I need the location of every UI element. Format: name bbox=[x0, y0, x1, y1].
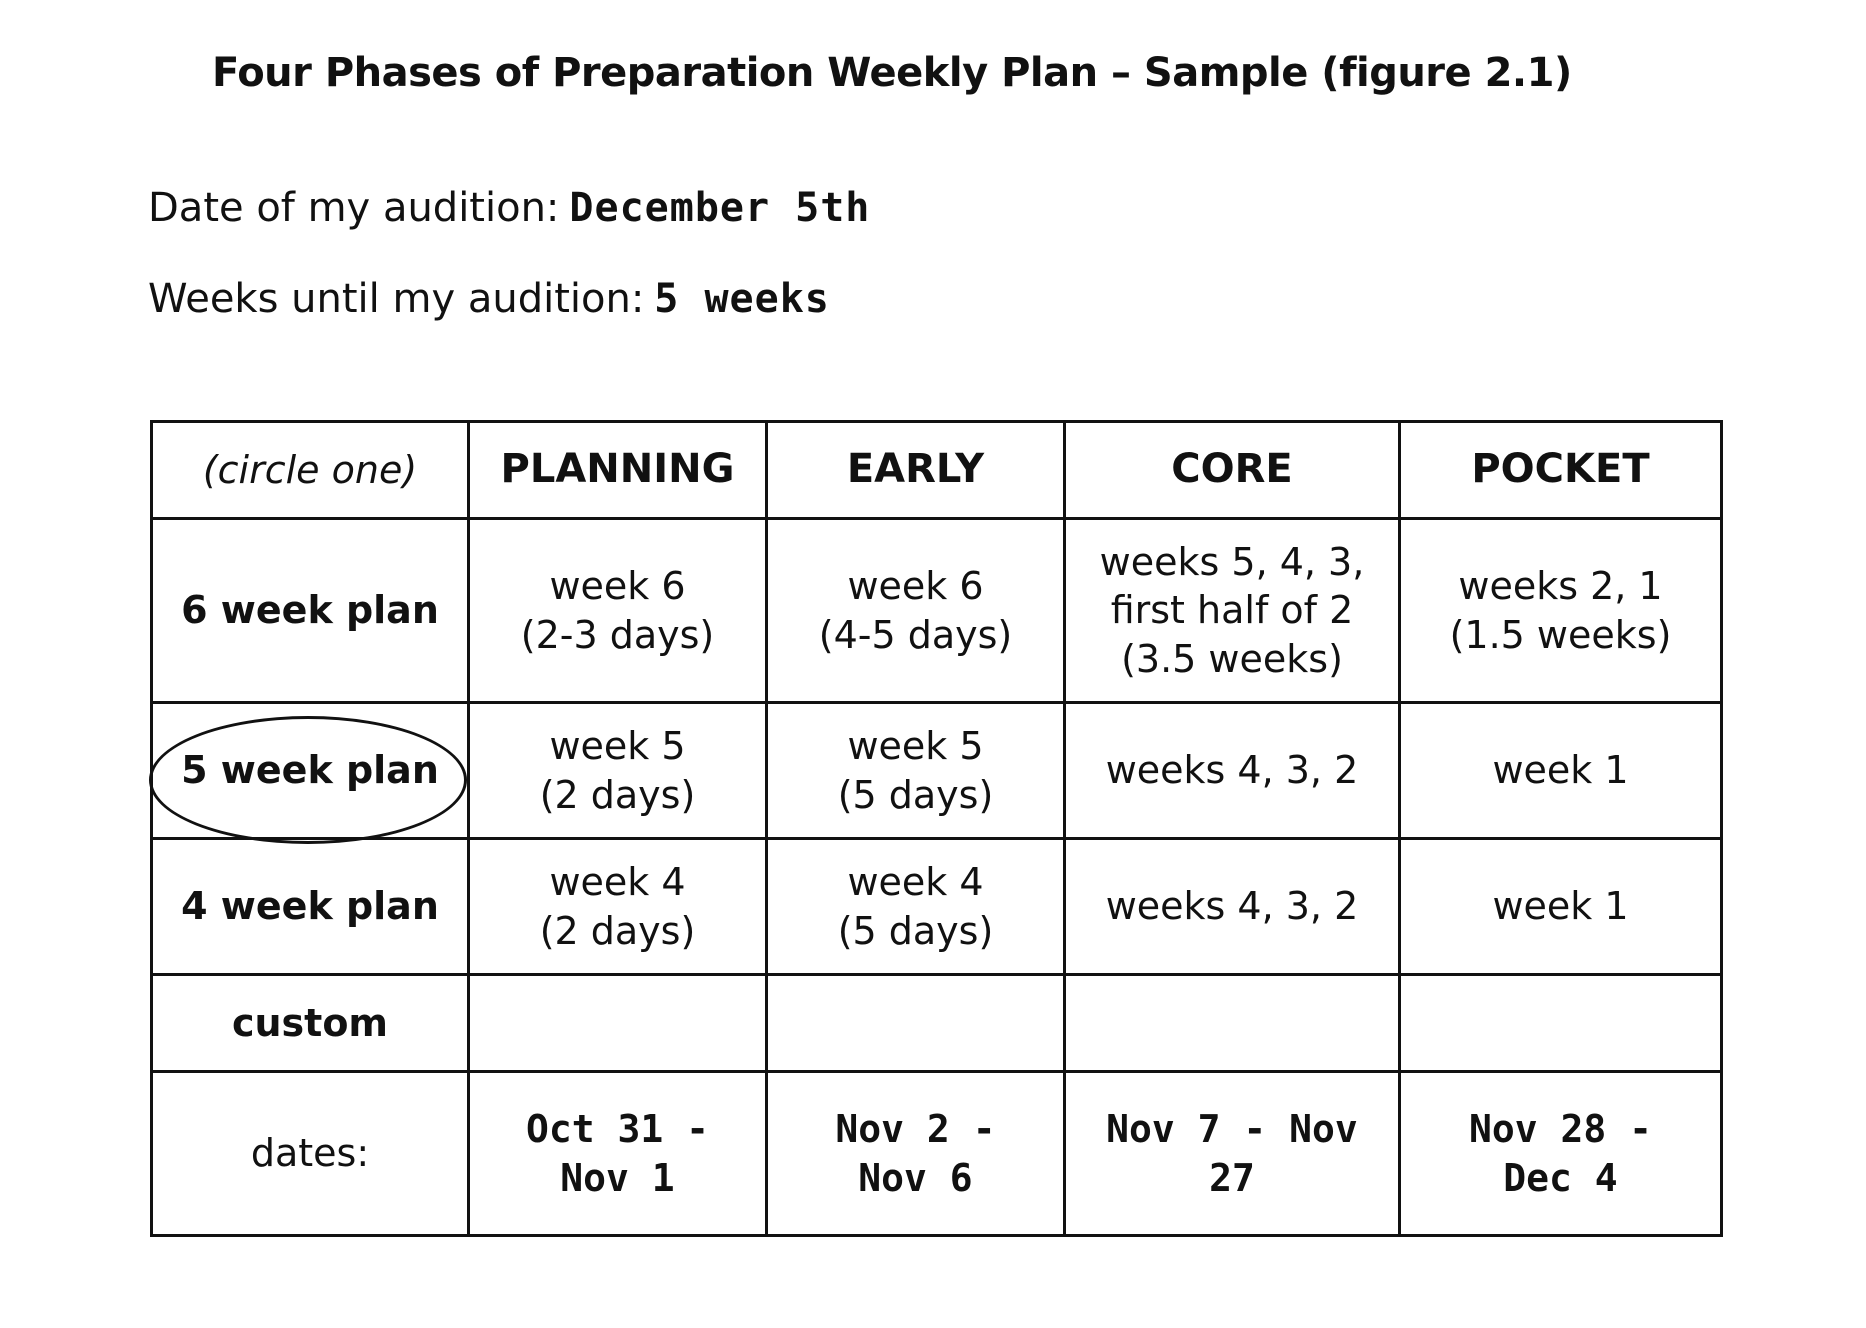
cell-line: week 4 bbox=[549, 859, 686, 904]
header-pocket: POCKET bbox=[1400, 422, 1722, 519]
cell-line: weeks 2, 1 bbox=[1458, 563, 1663, 608]
header-early: EARLY bbox=[767, 422, 1065, 519]
phase-plan-table bbox=[150, 420, 1723, 1237]
page-title: Four Phases of Preparation Weekly Plan – Sample (figure 2.1) bbox=[212, 50, 1572, 96]
plan-label-text: custom bbox=[231, 1000, 389, 1045]
date-line: Nov 6 bbox=[858, 1155, 973, 1200]
plan-row-label bbox=[152, 703, 469, 839]
circle-one-instruction: (circle one) bbox=[152, 422, 469, 519]
weeks-until-value: 5 weeks bbox=[654, 276, 830, 322]
dates-core bbox=[1065, 1072, 1400, 1236]
cell-line: (4-5 days) bbox=[818, 612, 1013, 657]
weeks-until-field bbox=[148, 276, 830, 322]
cell-planning bbox=[469, 703, 767, 839]
cell-core bbox=[1065, 839, 1400, 975]
plan-label-text: 4 week plan bbox=[181, 884, 439, 929]
cell-core bbox=[1065, 519, 1400, 703]
cell-line: week 1 bbox=[1492, 748, 1629, 793]
header-planning: PLANNING bbox=[469, 422, 767, 519]
cell-pocket bbox=[1400, 703, 1722, 839]
cell-line: (2 days) bbox=[539, 772, 696, 817]
cell-early bbox=[767, 703, 1065, 839]
cell-line: (2-3 days) bbox=[520, 612, 715, 657]
dates-row bbox=[152, 1072, 1722, 1236]
cell-pocket bbox=[1400, 519, 1722, 703]
cell-line: weeks 4, 3, 2 bbox=[1105, 884, 1359, 929]
cell-core bbox=[1065, 703, 1400, 839]
cell-line: (3.5 weeks) bbox=[1121, 636, 1343, 681]
plan-row-label bbox=[152, 519, 469, 703]
plan-row bbox=[152, 975, 1722, 1072]
plan-row bbox=[152, 839, 1722, 975]
date-line: Nov 1 bbox=[560, 1155, 675, 1200]
date-line: Nov 2 - bbox=[835, 1106, 996, 1151]
weeks-until-label: Weeks until my audition: bbox=[148, 276, 645, 322]
cell-line: week 6 bbox=[549, 563, 686, 608]
cell-line: weeks 5, 4, 3, bbox=[1099, 539, 1365, 584]
date-line: Dec 4 bbox=[1503, 1155, 1618, 1200]
cell-line: (2 days) bbox=[539, 908, 696, 953]
cell-planning bbox=[469, 975, 767, 1072]
cell-line: (5 days) bbox=[837, 772, 994, 817]
cell-line: week 5 bbox=[549, 723, 686, 768]
cell-core bbox=[1065, 975, 1400, 1072]
header-core: CORE bbox=[1065, 422, 1400, 519]
cell-pocket bbox=[1400, 975, 1722, 1072]
cell-line: week 4 bbox=[847, 859, 984, 904]
cell-line: week 5 bbox=[847, 723, 984, 768]
cell-line: first half of 2 bbox=[1110, 588, 1354, 633]
header-row bbox=[152, 422, 1722, 519]
plan-row bbox=[152, 703, 1722, 839]
audition-date-value: December 5th bbox=[569, 185, 871, 231]
cell-line: week 1 bbox=[1492, 884, 1629, 929]
dates-planning bbox=[469, 1072, 767, 1236]
plan-label-text: 5 week plan bbox=[181, 748, 439, 793]
cell-early bbox=[767, 975, 1065, 1072]
date-line: Oct 31 - bbox=[525, 1106, 710, 1151]
plan-row-label bbox=[152, 839, 469, 975]
audition-date-label: Date of my audition: bbox=[148, 185, 560, 231]
audition-date-field bbox=[148, 185, 870, 231]
cell-line: weeks 4, 3, 2 bbox=[1105, 748, 1359, 793]
cell-line: week 6 bbox=[847, 563, 984, 608]
cell-line: (5 days) bbox=[837, 908, 994, 953]
date-line: 27 bbox=[1209, 1155, 1255, 1200]
cell-planning bbox=[469, 519, 767, 703]
cell-planning bbox=[469, 839, 767, 975]
dates-early bbox=[767, 1072, 1065, 1236]
plan-row-label bbox=[152, 975, 469, 1072]
cell-early bbox=[767, 839, 1065, 975]
cell-pocket bbox=[1400, 839, 1722, 975]
cell-line: (1.5 weeks) bbox=[1449, 612, 1672, 657]
dates-label: dates: bbox=[152, 1072, 469, 1236]
date-line: Nov 28 - bbox=[1468, 1106, 1653, 1151]
cell-early bbox=[767, 519, 1065, 703]
plan-row bbox=[152, 519, 1722, 703]
dates-pocket bbox=[1400, 1072, 1722, 1236]
date-line: Nov 7 - Nov bbox=[1106, 1106, 1358, 1151]
plan-label-text: 6 week plan bbox=[181, 588, 439, 633]
